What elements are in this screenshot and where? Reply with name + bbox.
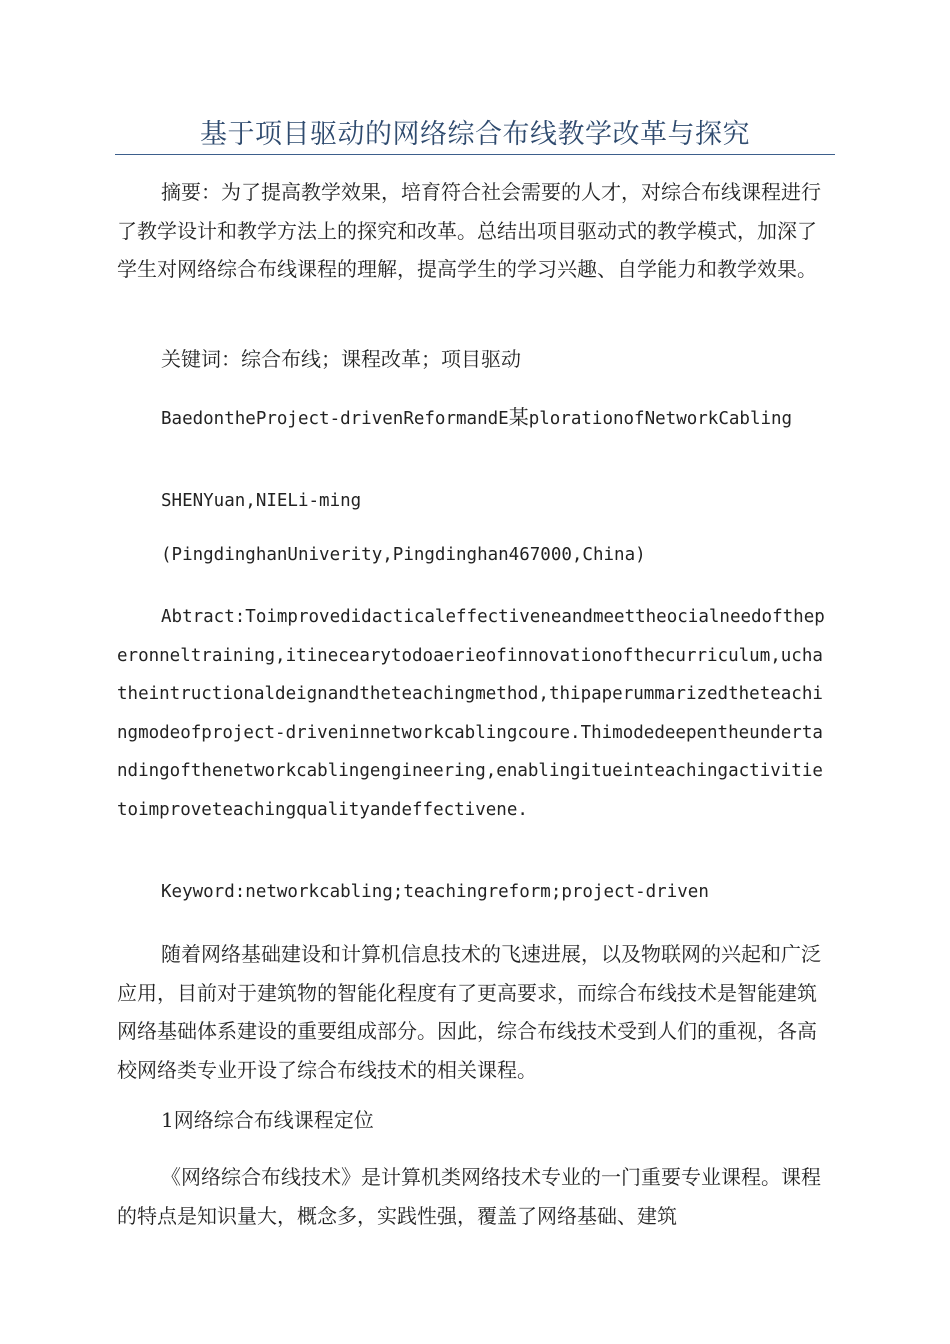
section1-heading: 1网络综合布线课程定位	[161, 1108, 374, 1132]
section1-paragraph: 《网络综合布线技术》是计算机类网络技术专业的一门重要专业课程。课程的特点是知识量大，概念多，实践性强，覆盖了网络基础、建筑	[117, 1165, 821, 1228]
keywords-en: Keyword:networkcabling;teachingreform;project-driven	[161, 882, 709, 902]
english-title-part2: plorationofNetworkCabling	[528, 409, 793, 429]
document-title: 基于项目驱动的网络综合布线教学改革与探究	[200, 119, 750, 150]
affiliation: (PingdinghanUniverity,Pingdinghan467000,China)	[161, 545, 646, 565]
english-title	[117, 398, 831, 439]
english-abstract: Abtract:Toimprovedidacticaleffectiveneandmeettheocialneedoftheperonneltraining,itinecearytodoaerieofinnovationofthecurriculum,uchatheintructionaldeignandtheteachingmethod,thipaperummarizedtheteachingmodeofproject-driveninnetworkcablingcoure.Thimodedeepentheundertandingofthenetworkcablingengineering,enablingitueinteachingactivitietoimproveteachingqualityandeffectivene.	[117, 607, 825, 820]
english-title-part1: BaedontheProject-drivenReformandE	[161, 409, 509, 429]
title-underline	[115, 154, 835, 155]
authors: SHENYuan,NIELi-ming	[161, 491, 362, 511]
keywords-cn: 关键词：综合布线；课程改革；项目驱动	[161, 347, 521, 371]
intro-paragraph: 随着网络基础建设和计算机信息技术的飞速进展，以及物联网的兴起和广泛应用，目前对于建筑物的智能化程度有了更高要求，而综合布线技术是智能建筑网络基础体系建设的重要组成部分。因此，综合布线技术受到人们的重视，各高校网络类专业开设了综合布线技术的相关课程。	[117, 942, 821, 1082]
english-title-cn-char: 某	[508, 405, 529, 429]
abstract-paragraph: 摘要：为了提高教学效果，培育符合社会需要的人才，对综合布线课程进行了教学设计和教学方法上的探究和改革。总结出项目驱动式的教学模式，加深了学生对网络综合布线课程的理解，提高学生的学习兴趣、自学能力和教学效果。	[117, 180, 821, 281]
